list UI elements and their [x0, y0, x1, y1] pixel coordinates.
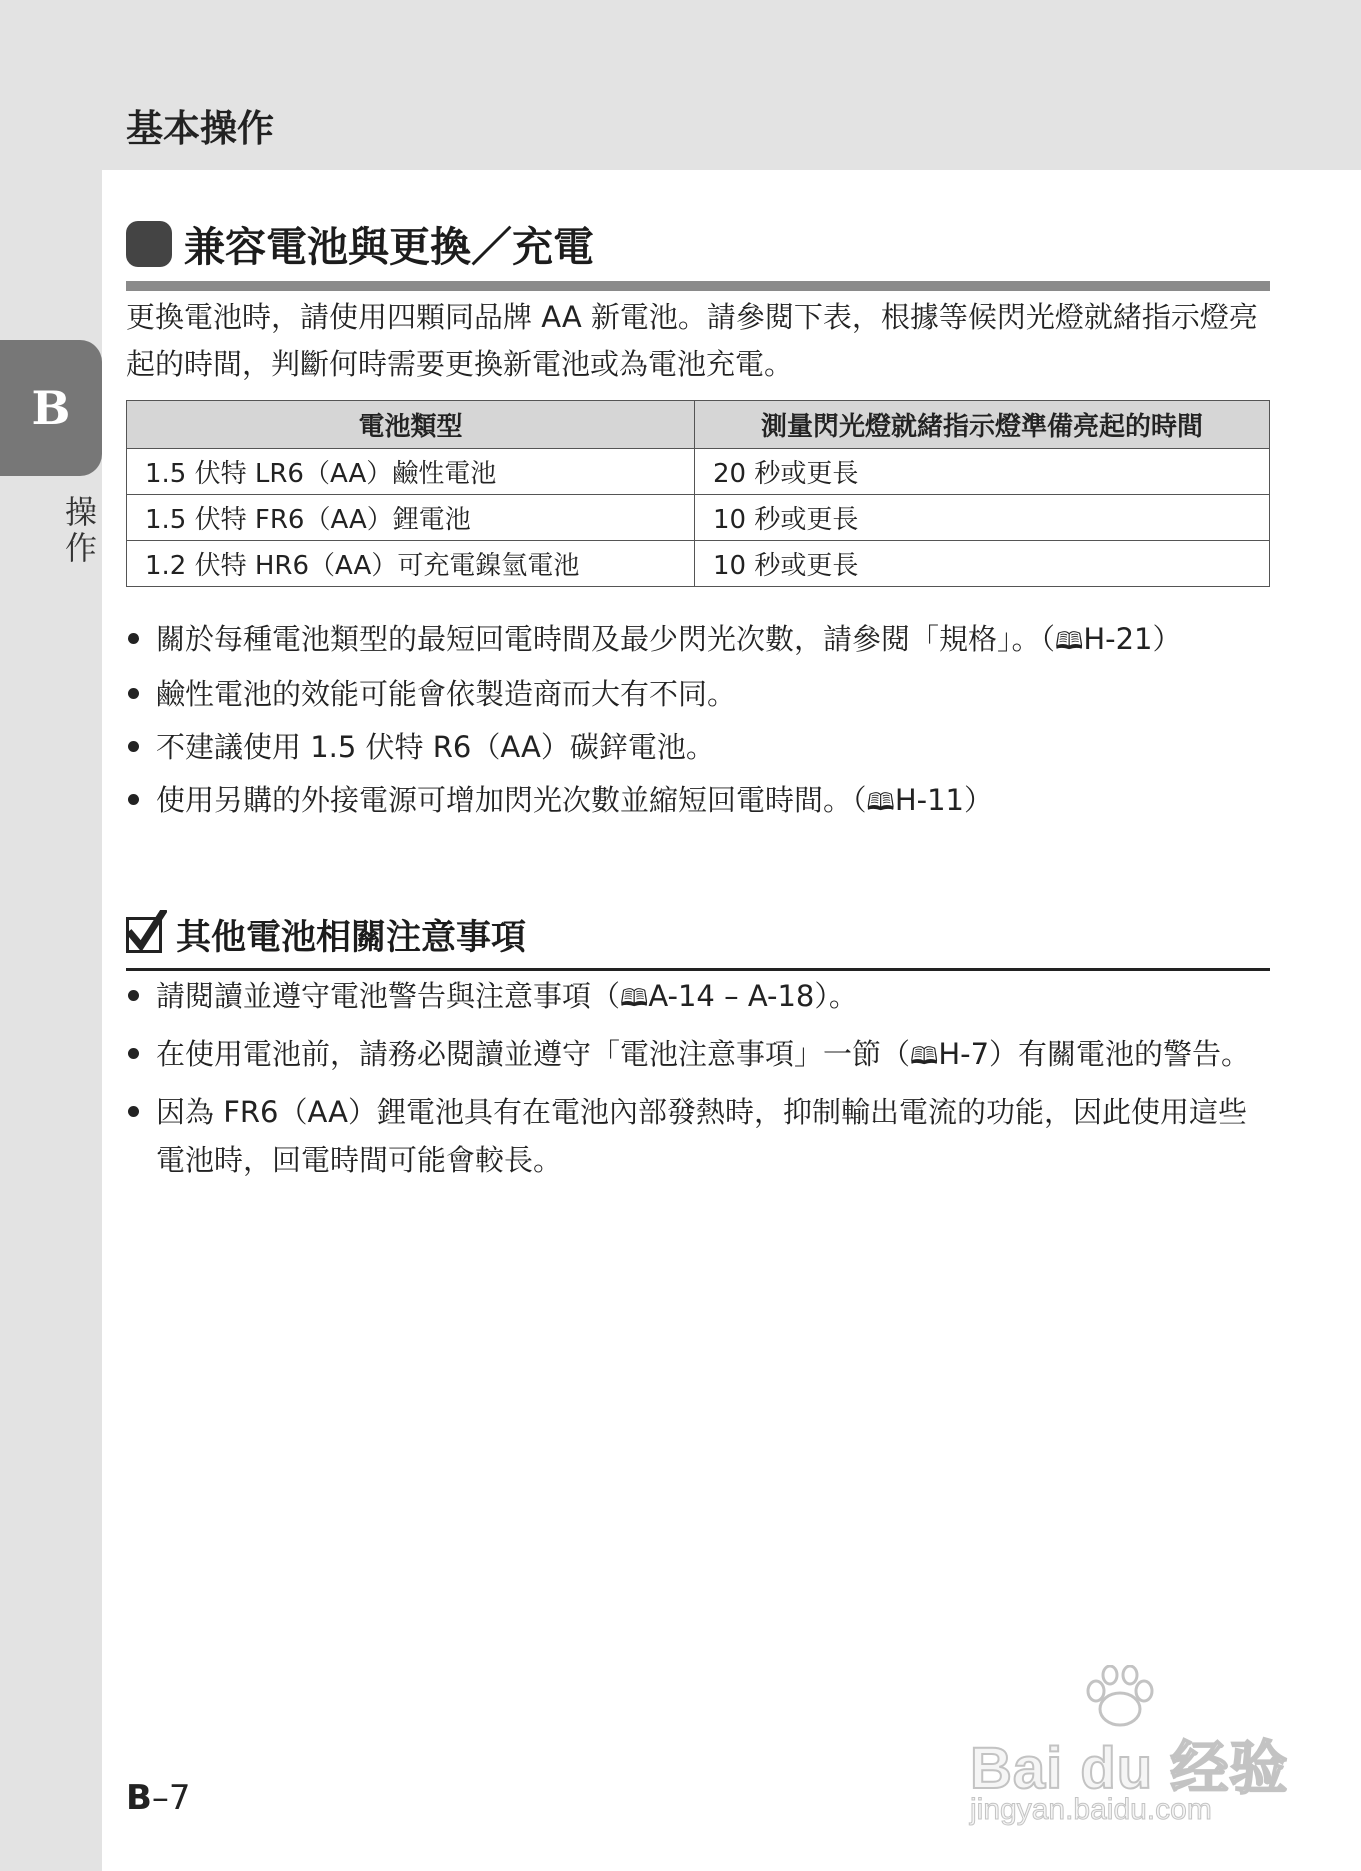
info-bullet-list	[126, 615, 1270, 831]
table-cell: 10 秒或更長	[695, 495, 1270, 541]
list-item-text: 請閱讀並遵守電池警告與注意事項（	[156, 979, 621, 1013]
notes-heading	[126, 910, 1270, 971]
section-tab: B	[0, 340, 102, 476]
notes-list	[126, 972, 1270, 1192]
page-num: 7	[168, 1778, 191, 1818]
list-item	[126, 1030, 1270, 1080]
bullet-icon	[128, 741, 139, 752]
list-item-tail: ）	[1152, 622, 1182, 656]
table-row	[127, 449, 1270, 495]
book-icon: 🕮	[866, 788, 895, 816]
watermark-brand: Bai du 经验	[970, 1736, 1289, 1801]
heading-rule	[126, 281, 1270, 291]
table-cell: 1.2 伏特 HR6（AA）可充電鎳氫電池	[127, 541, 695, 587]
bullet-icon	[128, 1048, 139, 1059]
book-icon: 🕮	[620, 984, 649, 1012]
notes-title: 其他電池相關注意事項	[176, 918, 527, 958]
bullet-icon	[128, 990, 139, 1001]
heading-marker-icon	[126, 221, 172, 267]
watermark-url: jingyan.baidu.com	[970, 1793, 1212, 1826]
table-cell: 1.5 伏特 LR6（AA）鹼性電池	[127, 449, 695, 495]
page-reference: H-7	[938, 1037, 990, 1071]
section-tab-label: 操作	[60, 495, 98, 567]
section-title: 兼容電池與更換／充電	[184, 223, 594, 271]
list-item	[126, 1088, 1270, 1184]
table-cell: 1.5 伏特 FR6（AA）鋰電池	[127, 495, 695, 541]
table-row	[127, 541, 1270, 587]
paw-icon	[1080, 1665, 1160, 1729]
page-reference: H-11	[894, 783, 964, 817]
list-item	[126, 972, 1270, 1022]
list-item	[126, 723, 1270, 771]
book-icon: 🕮	[910, 1042, 939, 1070]
list-item-text: 在使用電池前，請務必閱讀並遵守「電池注意事項」一節（	[156, 1037, 911, 1071]
bullet-icon	[128, 688, 139, 699]
list-item	[126, 776, 1270, 826]
check-icon	[126, 917, 162, 953]
table-header: 測量閃光燈就緒指示燈準備亮起的時間	[695, 401, 1270, 449]
page-number	[126, 1778, 191, 1818]
table-row	[127, 495, 1270, 541]
list-item-text: 因為 FR6（AA）鋰電池具有在電池內部發熱時，抑制輸出電流的功能，因此使用這些電池時，回電時間可能會較長。	[156, 1095, 1247, 1177]
bullet-icon	[128, 1106, 139, 1117]
list-item-text: 關於每種電池類型的最短回電時間及最少閃光次數，請參閱「規格」。（	[156, 622, 1056, 656]
watermark	[960, 1665, 1290, 1835]
page-reference: H-21	[1083, 622, 1153, 656]
page-section: B	[126, 1778, 152, 1818]
section-heading	[126, 214, 1270, 291]
list-item-text: 不建議使用 1.5 伏特 R6（AA）碳鋅電池。	[156, 730, 715, 764]
table-cell: 10 秒或更長	[695, 541, 1270, 587]
page-reference: A-14 – A-18	[648, 979, 815, 1013]
header-bar	[0, 0, 1361, 170]
table-header-row	[127, 401, 1270, 449]
book-icon: 🕮	[1055, 627, 1084, 655]
list-item-tail: ）有關電池的警告。	[989, 1037, 1251, 1071]
list-item	[126, 615, 1270, 665]
table-header: 電池類型	[127, 401, 695, 449]
page-separator: –	[151, 1778, 169, 1818]
bullet-icon	[128, 633, 139, 644]
list-item-tail: ）	[964, 783, 994, 817]
battery-table	[126, 400, 1270, 587]
list-item-tail: ）。	[814, 979, 858, 1013]
notes-rule	[126, 968, 1270, 971]
bullet-icon	[128, 794, 139, 805]
list-item	[126, 670, 1270, 718]
list-item-text: 使用另購的外接電源可增加閃光次數並縮短回電時間。（	[156, 783, 867, 817]
list-item-text: 鹼性電池的效能可能會依製造商而大有不同。	[156, 677, 737, 711]
page-title: 基本操作	[126, 107, 274, 150]
intro-paragraph: 更換電池時，請使用四顆同品牌 AA 新電池。請參閱下表，根據等候閃光燈就緒指示燈亮起的時間，判斷何時需要更換新電池或為電池充電。	[126, 300, 1258, 381]
table-cell: 20 秒或更長	[695, 449, 1270, 495]
